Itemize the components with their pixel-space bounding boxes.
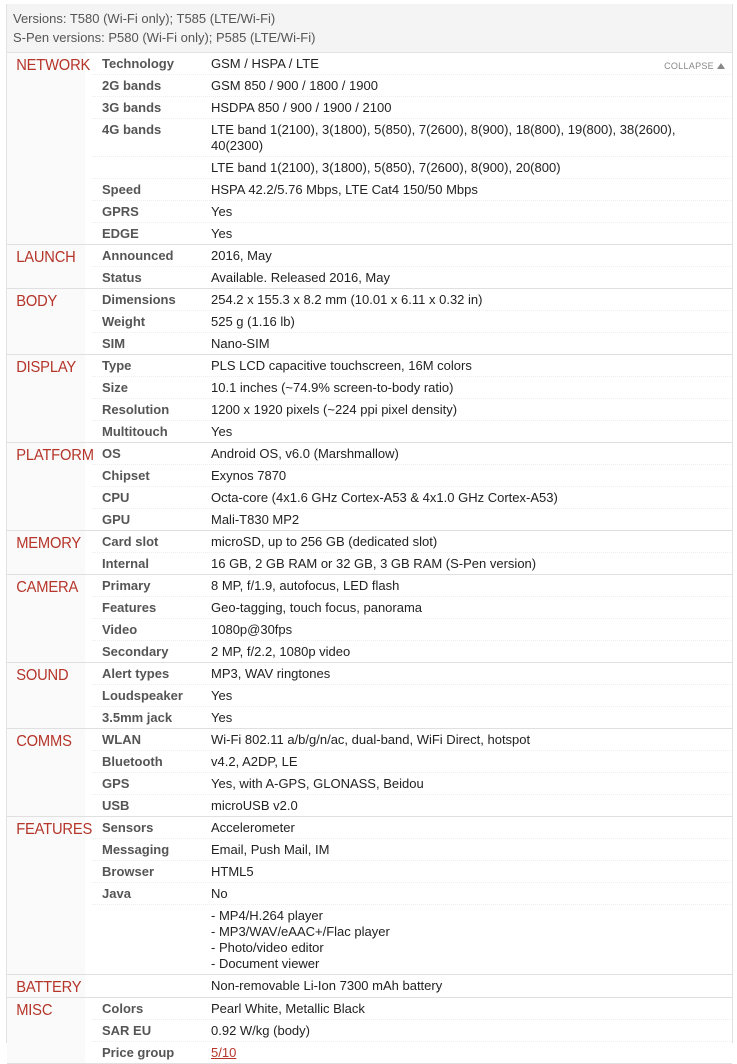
spec-row xyxy=(92,640,732,662)
spec-value: LTE band 1(2100), 3(1800), 5(850), 7(2600), 8(900), 20(800) xyxy=(211,160,561,175)
category-label: SOUND xyxy=(7,663,85,728)
spec-value: 2 MP, f/2.2, 1080p video xyxy=(211,644,351,659)
spec-value: Available. Released 2016, May xyxy=(211,270,390,285)
spec-rows xyxy=(92,998,732,1063)
spec-title: Dimensions xyxy=(102,292,176,307)
spec-row xyxy=(92,794,732,816)
spec-title: Browser xyxy=(102,864,155,879)
spec-row xyxy=(92,443,732,464)
spec-title: Speed xyxy=(102,182,142,197)
spec-row xyxy=(92,618,732,640)
spec-title: OS xyxy=(102,446,121,461)
spec-title: SAR EU xyxy=(102,1023,152,1038)
category-label: MISC xyxy=(7,998,85,1063)
spec-title: Messaging xyxy=(102,842,170,857)
spec-row xyxy=(92,998,732,1019)
spec-row xyxy=(92,245,732,266)
section-features xyxy=(7,817,732,975)
spec-rows xyxy=(92,817,732,974)
section-network xyxy=(7,53,732,245)
spec-value: 1200 x 1920 pixels (~224 ppi pixel density) xyxy=(211,402,458,417)
spec-title: 2G bands xyxy=(102,78,162,93)
spec-row xyxy=(92,750,732,772)
section-comms xyxy=(7,729,732,817)
spec-value: Yes xyxy=(211,710,233,725)
spec-row xyxy=(92,486,732,508)
spec-row xyxy=(92,575,732,596)
spec-title: WLAN xyxy=(102,732,141,747)
spec-row xyxy=(92,200,732,222)
spec-title: Size xyxy=(102,380,129,395)
spec-title: Chipset xyxy=(102,468,150,483)
spec-value: Yes xyxy=(211,226,233,241)
category-label: MEMORY xyxy=(7,531,85,574)
spec-row xyxy=(92,706,732,728)
spec-value: 525 g (1.16 lb) xyxy=(211,314,295,329)
spec-title: Internal xyxy=(102,556,149,571)
spec-value: 1080p@30fps xyxy=(211,622,293,637)
spec-row xyxy=(92,904,732,974)
spec-value: Yes xyxy=(211,424,233,439)
spec-row xyxy=(92,266,732,288)
spec-title: Status xyxy=(102,270,142,285)
spec-value: Octa-core (4x1.6 GHz Cortex-A53 & 4x1.0 GHz Cortex-A53) xyxy=(211,490,558,505)
spec-rows xyxy=(92,53,732,244)
spec-title: Loudspeaker xyxy=(102,688,183,703)
spec-title: Features xyxy=(102,600,157,615)
category-label: BATTERY xyxy=(7,975,85,997)
section-memory xyxy=(7,531,732,575)
spec-value: Mali-T830 MP2 xyxy=(211,512,300,527)
section-launch xyxy=(7,245,732,289)
versions-note xyxy=(7,4,732,53)
spec-value: MP3, WAV ringtones xyxy=(211,666,331,681)
spec-value: Nano-SIM xyxy=(211,336,270,351)
section-display xyxy=(7,355,732,443)
spec-title: GPU xyxy=(102,512,131,527)
spec-title xyxy=(92,975,202,996)
spec-value: Android OS, v6.0 (Marshmallow) xyxy=(211,446,399,461)
spec-row xyxy=(92,1019,732,1041)
spec-row xyxy=(92,398,732,420)
category-label: NETWORK xyxy=(7,53,85,244)
spec-value: microUSB v2.0 xyxy=(211,798,298,813)
spec-rows xyxy=(92,975,732,997)
section-misc xyxy=(7,998,732,1064)
spec-row xyxy=(92,464,732,486)
spec-value: Yes xyxy=(211,688,233,703)
spec-title: CPU xyxy=(102,490,130,505)
section-battery xyxy=(7,975,732,998)
spec-value: Yes, with A-GPS, GLONASS, Beidou xyxy=(211,776,424,791)
spec-title: Weight xyxy=(102,314,146,329)
spec-row xyxy=(92,882,732,904)
spec-row xyxy=(92,817,732,838)
spec-value: Geo-tagging, touch focus, panorama xyxy=(211,600,423,615)
spec-value: v4.2, A2DP, LE xyxy=(211,754,298,769)
spec-title: Video xyxy=(102,622,138,637)
spec-value: Exynos 7870 xyxy=(211,468,287,483)
spec-row xyxy=(92,118,732,156)
triangle-up-icon xyxy=(717,63,725,69)
collapse-label: COLLAPSE xyxy=(664,61,714,71)
spec-title: Price group xyxy=(102,1045,175,1060)
spec-row xyxy=(92,178,732,200)
spec-value: PLS LCD capacitive touchscreen, 16M colors xyxy=(211,358,472,373)
collapse-button[interactable] xyxy=(664,61,725,71)
spec-rows xyxy=(92,531,732,574)
spec-title: 4G bands xyxy=(102,122,162,137)
spec-value: Email, Push Mail, IM xyxy=(211,842,330,857)
category-label: BODY xyxy=(7,289,85,354)
spec-title: Colors xyxy=(102,1001,144,1016)
spec-title: 3G bands xyxy=(102,100,162,115)
spec-title xyxy=(92,905,202,974)
spec-value: Non-removable Li-Ion 7300 mAh battery xyxy=(211,978,443,993)
spec-value: LTE band 1(2100), 3(1800), 5(850), 7(2600), 8(900), 18(800), 19(800), 38(2600), 40(2300) xyxy=(211,122,676,153)
spec-title: SIM xyxy=(102,336,126,351)
spec-title: Secondary xyxy=(102,644,169,659)
spec-row xyxy=(92,53,732,74)
spec-title: Card slot xyxy=(102,534,159,549)
spec-row xyxy=(92,376,732,398)
spec-rows xyxy=(92,729,732,816)
spec-value xyxy=(202,1042,732,1063)
spec-row xyxy=(92,531,732,552)
spec-row xyxy=(92,222,732,244)
spec-title: Multitouch xyxy=(102,424,168,439)
spec-row xyxy=(92,729,732,750)
section-body xyxy=(7,289,732,355)
spec-title: Resolution xyxy=(102,402,170,417)
spec-title: Sensors xyxy=(102,820,154,835)
spec-row xyxy=(92,332,732,354)
spec-rows xyxy=(92,355,732,442)
spec-title: Technology xyxy=(102,56,174,71)
spec-row xyxy=(92,975,732,996)
spec-title: Primary xyxy=(102,578,151,593)
spec-title: GPRS xyxy=(102,204,139,219)
category-label: PLATFORM xyxy=(7,443,85,530)
spec-value: 254.2 x 155.3 x 8.2 mm (10.01 x 6.11 x 0.32 in) xyxy=(211,292,483,307)
spec-rows xyxy=(92,443,732,530)
category-label: FEATURES xyxy=(7,817,85,974)
spec-row xyxy=(92,860,732,882)
spec-row xyxy=(92,838,732,860)
spec-value: microSD, up to 256 GB (dedicated slot) xyxy=(211,534,438,549)
spec-row xyxy=(92,289,732,310)
spec-title: Announced xyxy=(102,248,174,263)
price-group-link[interactable]: 5/10 xyxy=(211,1045,237,1060)
spec-rows xyxy=(92,575,732,662)
versions-line: Versions: T580 (Wi-Fi only); T585 (LTE/Wi-Fi) xyxy=(13,11,276,26)
spec-value: No xyxy=(211,886,228,901)
spec-value: Yes xyxy=(211,204,233,219)
spec-rows xyxy=(92,245,732,288)
spec-title: Alert types xyxy=(102,666,170,681)
spec-row xyxy=(92,596,732,618)
spec-value: 2016, May xyxy=(211,248,272,263)
spec-value: 16 GB, 2 GB RAM or 32 GB, 3 GB RAM (S-Pen version) xyxy=(211,556,537,571)
spec-value: HSPA 42.2/5.76 Mbps, LTE Cat4 150/50 Mbps xyxy=(211,182,478,197)
spec-title: GPS xyxy=(102,776,130,791)
category-label: LAUNCH xyxy=(7,245,85,288)
section-sound xyxy=(7,663,732,729)
section-camera xyxy=(7,575,732,663)
spec-title: Type xyxy=(102,358,132,373)
spec-row xyxy=(92,663,732,684)
spec-value: 0.92 W/kg (body) xyxy=(211,1023,310,1038)
section-platform xyxy=(7,443,732,531)
spec-row xyxy=(92,772,732,794)
category-label: DISPLAY xyxy=(7,355,85,442)
spec-value: GSM / HSPA / LTE xyxy=(211,56,319,71)
spec-value: Pearl White, Metallic Black xyxy=(211,1001,365,1016)
spec-row xyxy=(92,420,732,442)
spec-sections xyxy=(7,53,732,1064)
spec-rows xyxy=(92,289,732,354)
spec-title: 3.5mm jack xyxy=(102,710,173,725)
spec-row xyxy=(92,156,732,178)
spec-value: 8 MP, f/1.9, autofocus, LED flash xyxy=(211,578,400,593)
spec-title: USB xyxy=(102,798,130,813)
spec-row xyxy=(92,508,732,530)
spec-row xyxy=(92,355,732,376)
spec-rows xyxy=(92,663,732,728)
category-label: COMMS xyxy=(7,729,85,816)
spec-title: Java xyxy=(102,886,131,901)
spec-value: Accelerometer xyxy=(211,820,295,835)
spec-title: Bluetooth xyxy=(102,754,163,769)
spec-row xyxy=(92,684,732,706)
spec-title xyxy=(92,157,202,178)
spec-row xyxy=(92,552,732,574)
spec-value: HSDPA 850 / 900 / 1900 / 2100 xyxy=(211,100,392,115)
spec-row xyxy=(92,1041,732,1063)
spec-value: - MP4/H.264 player - MP3/WAV/eAAC+/Flac player - Photo/video editor - Document viewer xyxy=(211,908,390,971)
spec-value: HTML5 xyxy=(211,864,254,879)
spec-value: GSM 850 / 900 / 1800 / 1900 xyxy=(211,78,378,93)
spen-versions-line: S-Pen versions: P580 (Wi-Fi only); P585 (LTE/Wi-Fi) xyxy=(13,30,316,45)
spec-row xyxy=(92,74,732,96)
spec-row xyxy=(92,96,732,118)
specs-table xyxy=(6,4,733,1060)
spec-value: 10.1 inches (~74.9% screen-to-body ratio) xyxy=(211,380,454,395)
spec-value: Wi-Fi 802.11 a/b/g/n/ac, dual-band, WiFi Direct, hotspot xyxy=(211,732,531,747)
spec-row xyxy=(92,310,732,332)
spec-title: EDGE xyxy=(102,226,139,241)
category-label: CAMERA xyxy=(7,575,85,662)
